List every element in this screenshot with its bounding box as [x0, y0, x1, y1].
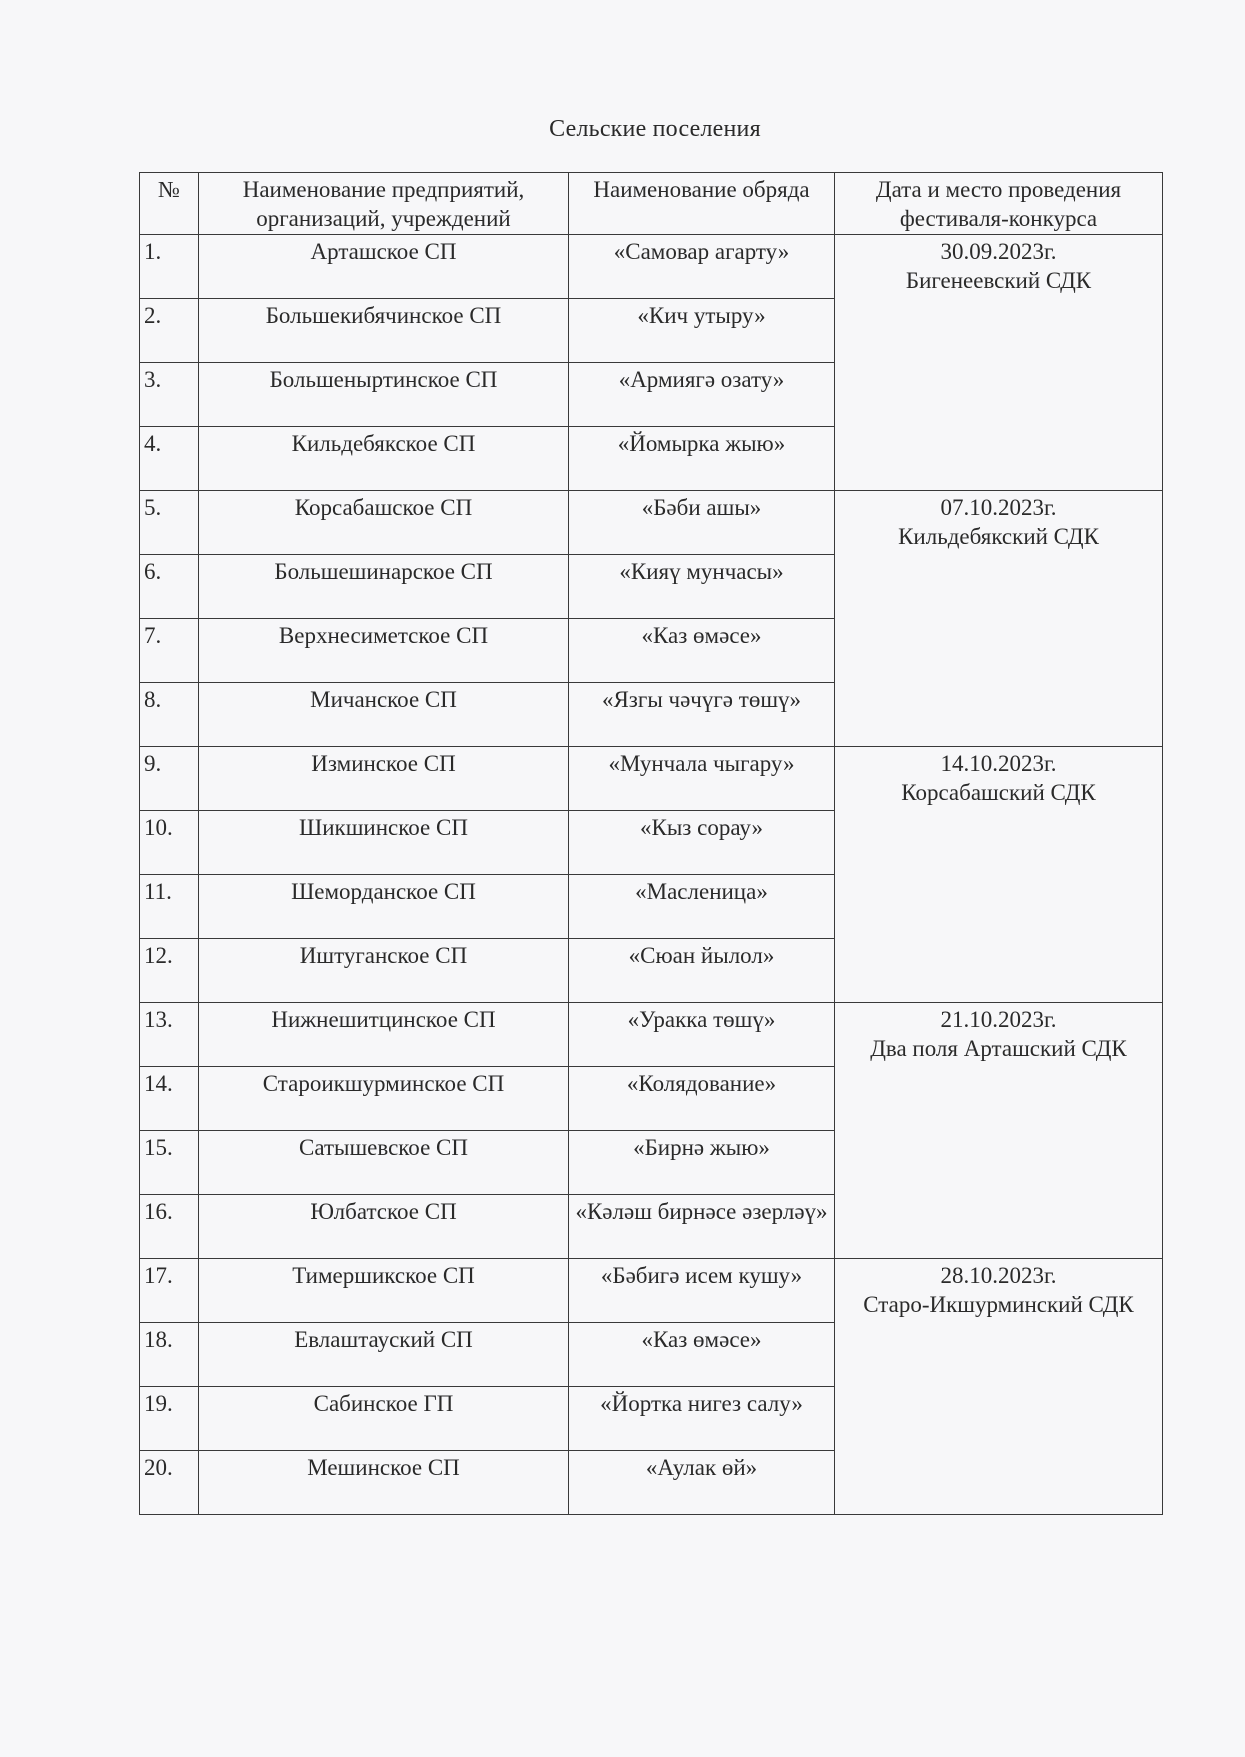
venue-date: 28.10.2023г.	[940, 1263, 1057, 1288]
header-number: №	[140, 173, 199, 235]
venue-cell	[835, 1003, 1163, 1259]
rite-name: «Армиягә озату»	[569, 363, 835, 427]
organization-name: Корсабашское СП	[199, 491, 569, 555]
header-venue: Дата и место проведения фестиваля-конкурса	[835, 173, 1163, 235]
table-row	[140, 235, 1163, 299]
organization-name: Изминское СП	[199, 747, 569, 811]
venue-cell	[835, 491, 1163, 747]
organization-name: Юлбатское СП	[199, 1195, 569, 1259]
table-header-row	[140, 173, 1163, 235]
organization-name: Сабинское ГП	[199, 1387, 569, 1451]
header-rite: Наименование обряда	[569, 173, 835, 235]
organization-name: Мешинское СП	[199, 1451, 569, 1515]
row-number: 13.	[140, 1003, 199, 1067]
venue-cell	[835, 235, 1163, 491]
row-number: 3.	[140, 363, 199, 427]
venue-place: Старо-Икшурминский СДК	[863, 1292, 1134, 1317]
rite-name: «Каз өмәсе»	[569, 1323, 835, 1387]
organization-name: Большеныртинское СП	[199, 363, 569, 427]
row-number: 15.	[140, 1131, 199, 1195]
venue-date: 14.10.2023г.	[940, 751, 1057, 776]
rite-name: «Бирнә жыю»	[569, 1131, 835, 1195]
row-number: 5.	[140, 491, 199, 555]
organization-name: Шеморданское СП	[199, 875, 569, 939]
row-number: 4.	[140, 427, 199, 491]
rite-name: «Кәләш бирнәсе әзерләү»	[569, 1195, 835, 1259]
organization-name: Верхнесиметское СП	[199, 619, 569, 683]
rite-name: «Йортка нигез салу»	[569, 1387, 835, 1451]
table-row	[140, 1259, 1163, 1323]
rite-name: «Уракка төшү»	[569, 1003, 835, 1067]
row-number: 1.	[140, 235, 199, 299]
table-row	[140, 747, 1163, 811]
schedule-table	[139, 172, 1163, 1515]
organization-name: Староикшурминское СП	[199, 1067, 569, 1131]
venue-place: Два поля Арташский СДК	[870, 1036, 1127, 1061]
rite-name: «Каз өмәсе»	[569, 619, 835, 683]
page-title: Сельские поселения	[549, 116, 761, 142]
venue-cell	[835, 747, 1163, 1003]
venue-place: Бигенеевский СДК	[905, 268, 1092, 293]
row-number: 11.	[140, 875, 199, 939]
rite-name: «Бәбигә исем кушу»	[569, 1259, 835, 1323]
row-number: 20.	[140, 1451, 199, 1515]
row-number: 6.	[140, 555, 199, 619]
organization-name: Большекибячинское СП	[199, 299, 569, 363]
venue-date: 30.09.2023г.	[940, 239, 1057, 264]
row-number: 12.	[140, 939, 199, 1003]
rite-name: «Кияү мунчасы»	[569, 555, 835, 619]
organization-name: Арташское СП	[199, 235, 569, 299]
rite-name: «Бәби ашы»	[569, 491, 835, 555]
organization-name: Кильдебякское СП	[199, 427, 569, 491]
rite-name: «Кыз сорау»	[569, 811, 835, 875]
rite-name: «Кич утыру»	[569, 299, 835, 363]
organization-name: Иштуганское СП	[199, 939, 569, 1003]
row-number: 2.	[140, 299, 199, 363]
venue-date: 21.10.2023г.	[940, 1007, 1057, 1032]
rite-name: «Йомырка жыю»	[569, 427, 835, 491]
row-number: 16.	[140, 1195, 199, 1259]
row-number: 17.	[140, 1259, 199, 1323]
organization-name: Нижнешитцинское СП	[199, 1003, 569, 1067]
table-row	[140, 1003, 1163, 1067]
row-number: 9.	[140, 747, 199, 811]
rite-name: «Мунчала чыгару»	[569, 747, 835, 811]
organization-name: Большешинарское СП	[199, 555, 569, 619]
rite-name: «Язгы чәчүгә төшү»	[569, 683, 835, 747]
rite-name: «Самовар агарту»	[569, 235, 835, 299]
row-number: 18.	[140, 1323, 199, 1387]
row-number: 14.	[140, 1067, 199, 1131]
rite-name: «Аулак өй»	[569, 1451, 835, 1515]
venue-place: Корсабашский СДК	[901, 780, 1096, 805]
organization-name: Евлаштауский СП	[199, 1323, 569, 1387]
organization-name: Шикшинское СП	[199, 811, 569, 875]
rite-name: «Колядование»	[569, 1067, 835, 1131]
schedule-body	[140, 235, 1163, 1515]
rite-name: «Сюан йылол»	[569, 939, 835, 1003]
organization-name: Тимершикское СП	[199, 1259, 569, 1323]
header-organization: Наименование предприятий, организаций, учреждений	[199, 173, 569, 235]
row-number: 7.	[140, 619, 199, 683]
row-number: 10.	[140, 811, 199, 875]
venue-cell	[835, 1259, 1163, 1515]
row-number: 8.	[140, 683, 199, 747]
table-row	[140, 491, 1163, 555]
rite-name: «Масленица»	[569, 875, 835, 939]
venue-place: Кильдебякский СДК	[898, 524, 1099, 549]
organization-name: Сатышевское СП	[199, 1131, 569, 1195]
row-number: 19.	[140, 1387, 199, 1451]
organization-name: Мичанское СП	[199, 683, 569, 747]
venue-date: 07.10.2023г.	[940, 495, 1057, 520]
